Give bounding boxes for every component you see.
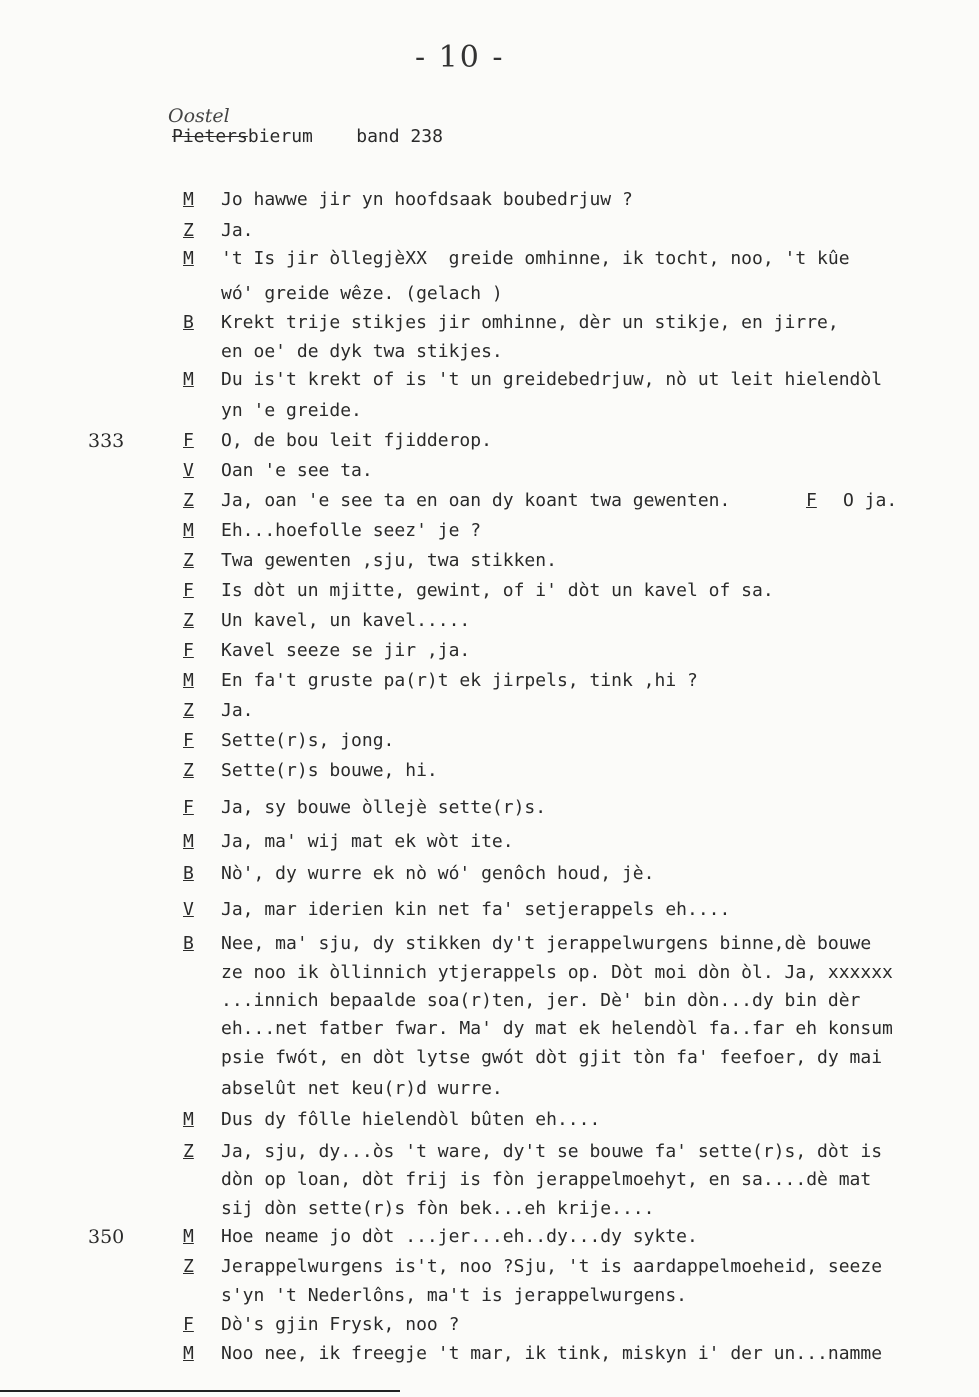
transcript-line — [0, 988, 979, 1014]
struck-place-name: Pieters — [172, 126, 248, 147]
transcript-line — [0, 428, 979, 454]
utterance-text: 't Is jir òllegjèXX greide omhinne, ik tocht, noo, 't kûe — [221, 248, 850, 269]
transcript-line — [0, 758, 979, 784]
utterance-text: Ja. — [221, 700, 254, 721]
speaker-code: B — [183, 863, 194, 884]
utterance-text: ze noo ik òllinnich ytjerappels op. Dòt moi dòn òl. Ja, xxxxxx — [221, 962, 893, 983]
utterance-text: Hoe neame jo dòt ...jer...eh..dy...dy sykte. — [221, 1226, 698, 1247]
utterance-text: Krekt trije stikjes jir omhinne, dèr un stikje, en jirre, — [221, 312, 839, 333]
transcript-line — [0, 698, 979, 724]
speaker-code: F — [183, 640, 194, 661]
utterance-text: Jerappelwurgens is't, noo ?Sju, 't is aardappelmoeheid, seeze — [221, 1256, 883, 1277]
utterance-text: dòn op loan, dòt frij is fòn jerappelmoehyt, en sa....dè mat — [221, 1169, 872, 1190]
utterance-text: Du is't krekt of is 't un greidebedrjuw, nò ut leit hielendòl — [221, 369, 883, 390]
utterance-text: yn 'e greide. — [221, 400, 362, 421]
transcript-line — [0, 1045, 979, 1071]
speaker-code: M — [183, 369, 194, 390]
transcript-line — [0, 1016, 979, 1042]
utterance-text: wó' greide wêze. (gelach ) — [221, 283, 503, 304]
speaker-code: M — [183, 248, 194, 269]
bottom-rule — [0, 1390, 400, 1392]
transcript-line — [0, 488, 979, 514]
band-number: band 238 — [356, 126, 443, 147]
speaker-code: F — [183, 730, 194, 751]
utterance-text: Kavel seeze se jir ,ja. — [221, 640, 471, 661]
transcript-line — [0, 861, 979, 887]
transcript-line — [0, 1076, 979, 1102]
transcript-line — [0, 897, 979, 923]
utterance-text: en oe' de dyk twa stikjes. — [221, 341, 503, 362]
transcript-line — [0, 1312, 979, 1338]
utterance-text: Is dòt un mjitte, gewint, of i' dòt un kavel of sa. — [221, 580, 774, 601]
utterance-text: abselût net keu(r)d wurre. — [221, 1078, 503, 1099]
transcript-line — [0, 668, 979, 694]
speaker-code: Z — [183, 700, 194, 721]
speaker-code: M — [183, 520, 194, 541]
transcript-line — [0, 1254, 979, 1280]
speaker-code: M — [183, 1226, 194, 1247]
transcript-line — [0, 548, 979, 574]
utterance-text: Ja, mar iderien kin net fa' setjerappels eh.... — [221, 899, 731, 920]
speaker-code: Z — [183, 550, 194, 571]
transcript-line — [0, 187, 979, 213]
transcript-line — [0, 1107, 979, 1133]
document-header — [172, 126, 443, 147]
utterance-text: Ja, sy bouwe òllejè sette(r)s. — [221, 797, 547, 818]
handwritten-correction: Oostel — [168, 105, 230, 127]
speaker-code: M — [183, 670, 194, 691]
speaker-code: Z — [183, 1256, 194, 1277]
transcript-line — [0, 310, 979, 336]
utterance-text: Twa gewenten ,sju, twa stikken. — [221, 550, 557, 571]
utterance-text: Jo hawwe jir yn hoofdsaak boubedrjuw ? — [221, 189, 633, 210]
transcript-line — [0, 931, 979, 957]
utterance-text: s'yn 't Nederlôns, ma't is jerappelwurgens. — [221, 1285, 687, 1306]
speaker-code: M — [183, 831, 194, 852]
utterance-text: ...innich bepaalde soa(r)ten, jer. Dè' bin dòn...dy bin dèr — [221, 990, 861, 1011]
utterance-text: Dus dy fôlle hielendòl bûten eh.... — [221, 1109, 601, 1130]
utterance-text: Ja, sju, dy...òs 't ware, dy't se bouwe fa' sette(r)s, dòt is — [221, 1141, 883, 1162]
utterance-text: Nò', dy wurre ek nò wó' genôch houd, jè. — [221, 863, 655, 884]
transcript-line — [0, 1167, 979, 1193]
transcript-line — [0, 578, 979, 604]
transcript-line — [0, 281, 979, 307]
speaker-code: B — [183, 933, 194, 954]
transcript-line — [0, 218, 979, 244]
speaker-code: M — [183, 1343, 194, 1364]
transcript-line — [0, 728, 979, 754]
transcript-line — [0, 458, 979, 484]
utterance-text: Un kavel, un kavel..... — [221, 610, 471, 631]
speaker-code: F — [183, 430, 194, 451]
utterance-text: Sette(r)s, jong. — [221, 730, 395, 751]
utterance-text: Eh...hoefolle seez' je ? — [221, 520, 482, 541]
margin-counter: 350 — [88, 1226, 125, 1248]
utterance-text: En fa't gruste pa(r)t ek jirpels, tink ,hi ? — [221, 670, 698, 691]
speaker-code: Z — [183, 610, 194, 631]
utterance-text: sij dòn sette(r)s fòn bek...eh krije.... — [221, 1198, 655, 1219]
utterance-text: O ja. — [843, 490, 898, 511]
place-name: bierum — [247, 126, 313, 147]
transcript-line — [0, 1341, 979, 1367]
utterance-text: Noo nee, ik freegje 't mar, ik tink, miskyn i' der un...namme — [221, 1343, 883, 1364]
transcript-line — [0, 638, 979, 664]
transcript-line — [0, 960, 979, 986]
transcript-line — [0, 1139, 979, 1165]
transcript-line — [0, 829, 979, 855]
transcript-line — [0, 339, 979, 365]
utterance-text: O, de bou leit fjidderop. — [221, 430, 492, 451]
utterance-text: Nee, ma' sju, dy stikken dy't jerappelwurgens binne,dè bouwe — [221, 933, 872, 954]
speaker-code: F — [183, 580, 194, 601]
transcript-line — [0, 608, 979, 634]
page-number: - 10 - — [415, 40, 505, 75]
transcript-line — [0, 1224, 979, 1250]
speaker-code: Z — [183, 220, 194, 241]
utterance-text: eh...net fatber fwar. Ma' dy mat ek helendòl fa..far eh konsum — [221, 1018, 893, 1039]
utterance-text: Ja. — [221, 220, 254, 241]
transcript-line — [0, 518, 979, 544]
utterance-text: Sette(r)s bouwe, hi. — [221, 760, 438, 781]
speaker-code: B — [183, 312, 194, 333]
utterance-text: Ja, ma' wij mat ek wòt ite. — [221, 831, 514, 852]
utterance-text: Ja, oan 'e see ta en oan dy koant twa gewenten. — [221, 490, 731, 511]
speaker-code: Z — [183, 1141, 194, 1162]
speaker-code: Z — [183, 490, 194, 511]
speaker-code: M — [183, 1109, 194, 1130]
speaker-code: Z — [183, 760, 194, 781]
speaker-code: M — [183, 189, 194, 210]
transcript-line — [0, 246, 979, 272]
transcript-line — [0, 795, 979, 821]
speaker-code: F — [183, 1314, 194, 1335]
transcript-line — [0, 367, 979, 393]
speaker-code: F — [183, 797, 194, 818]
margin-counter: 333 — [88, 430, 125, 452]
utterance-text: Dò's gjin Frysk, noo ? — [221, 1314, 460, 1335]
utterance-text: Oan 'e see ta. — [221, 460, 373, 481]
transcript-line — [0, 398, 979, 424]
transcript-line — [0, 1196, 979, 1222]
speaker-code: F — [806, 490, 817, 511]
speaker-code: V — [183, 899, 194, 920]
utterance-text: psie fwót, en dòt lytse gwót dòt gjit tòn fa' feefoer, dy mai — [221, 1047, 883, 1068]
speaker-code: V — [183, 460, 194, 481]
transcript-line — [0, 1283, 979, 1309]
